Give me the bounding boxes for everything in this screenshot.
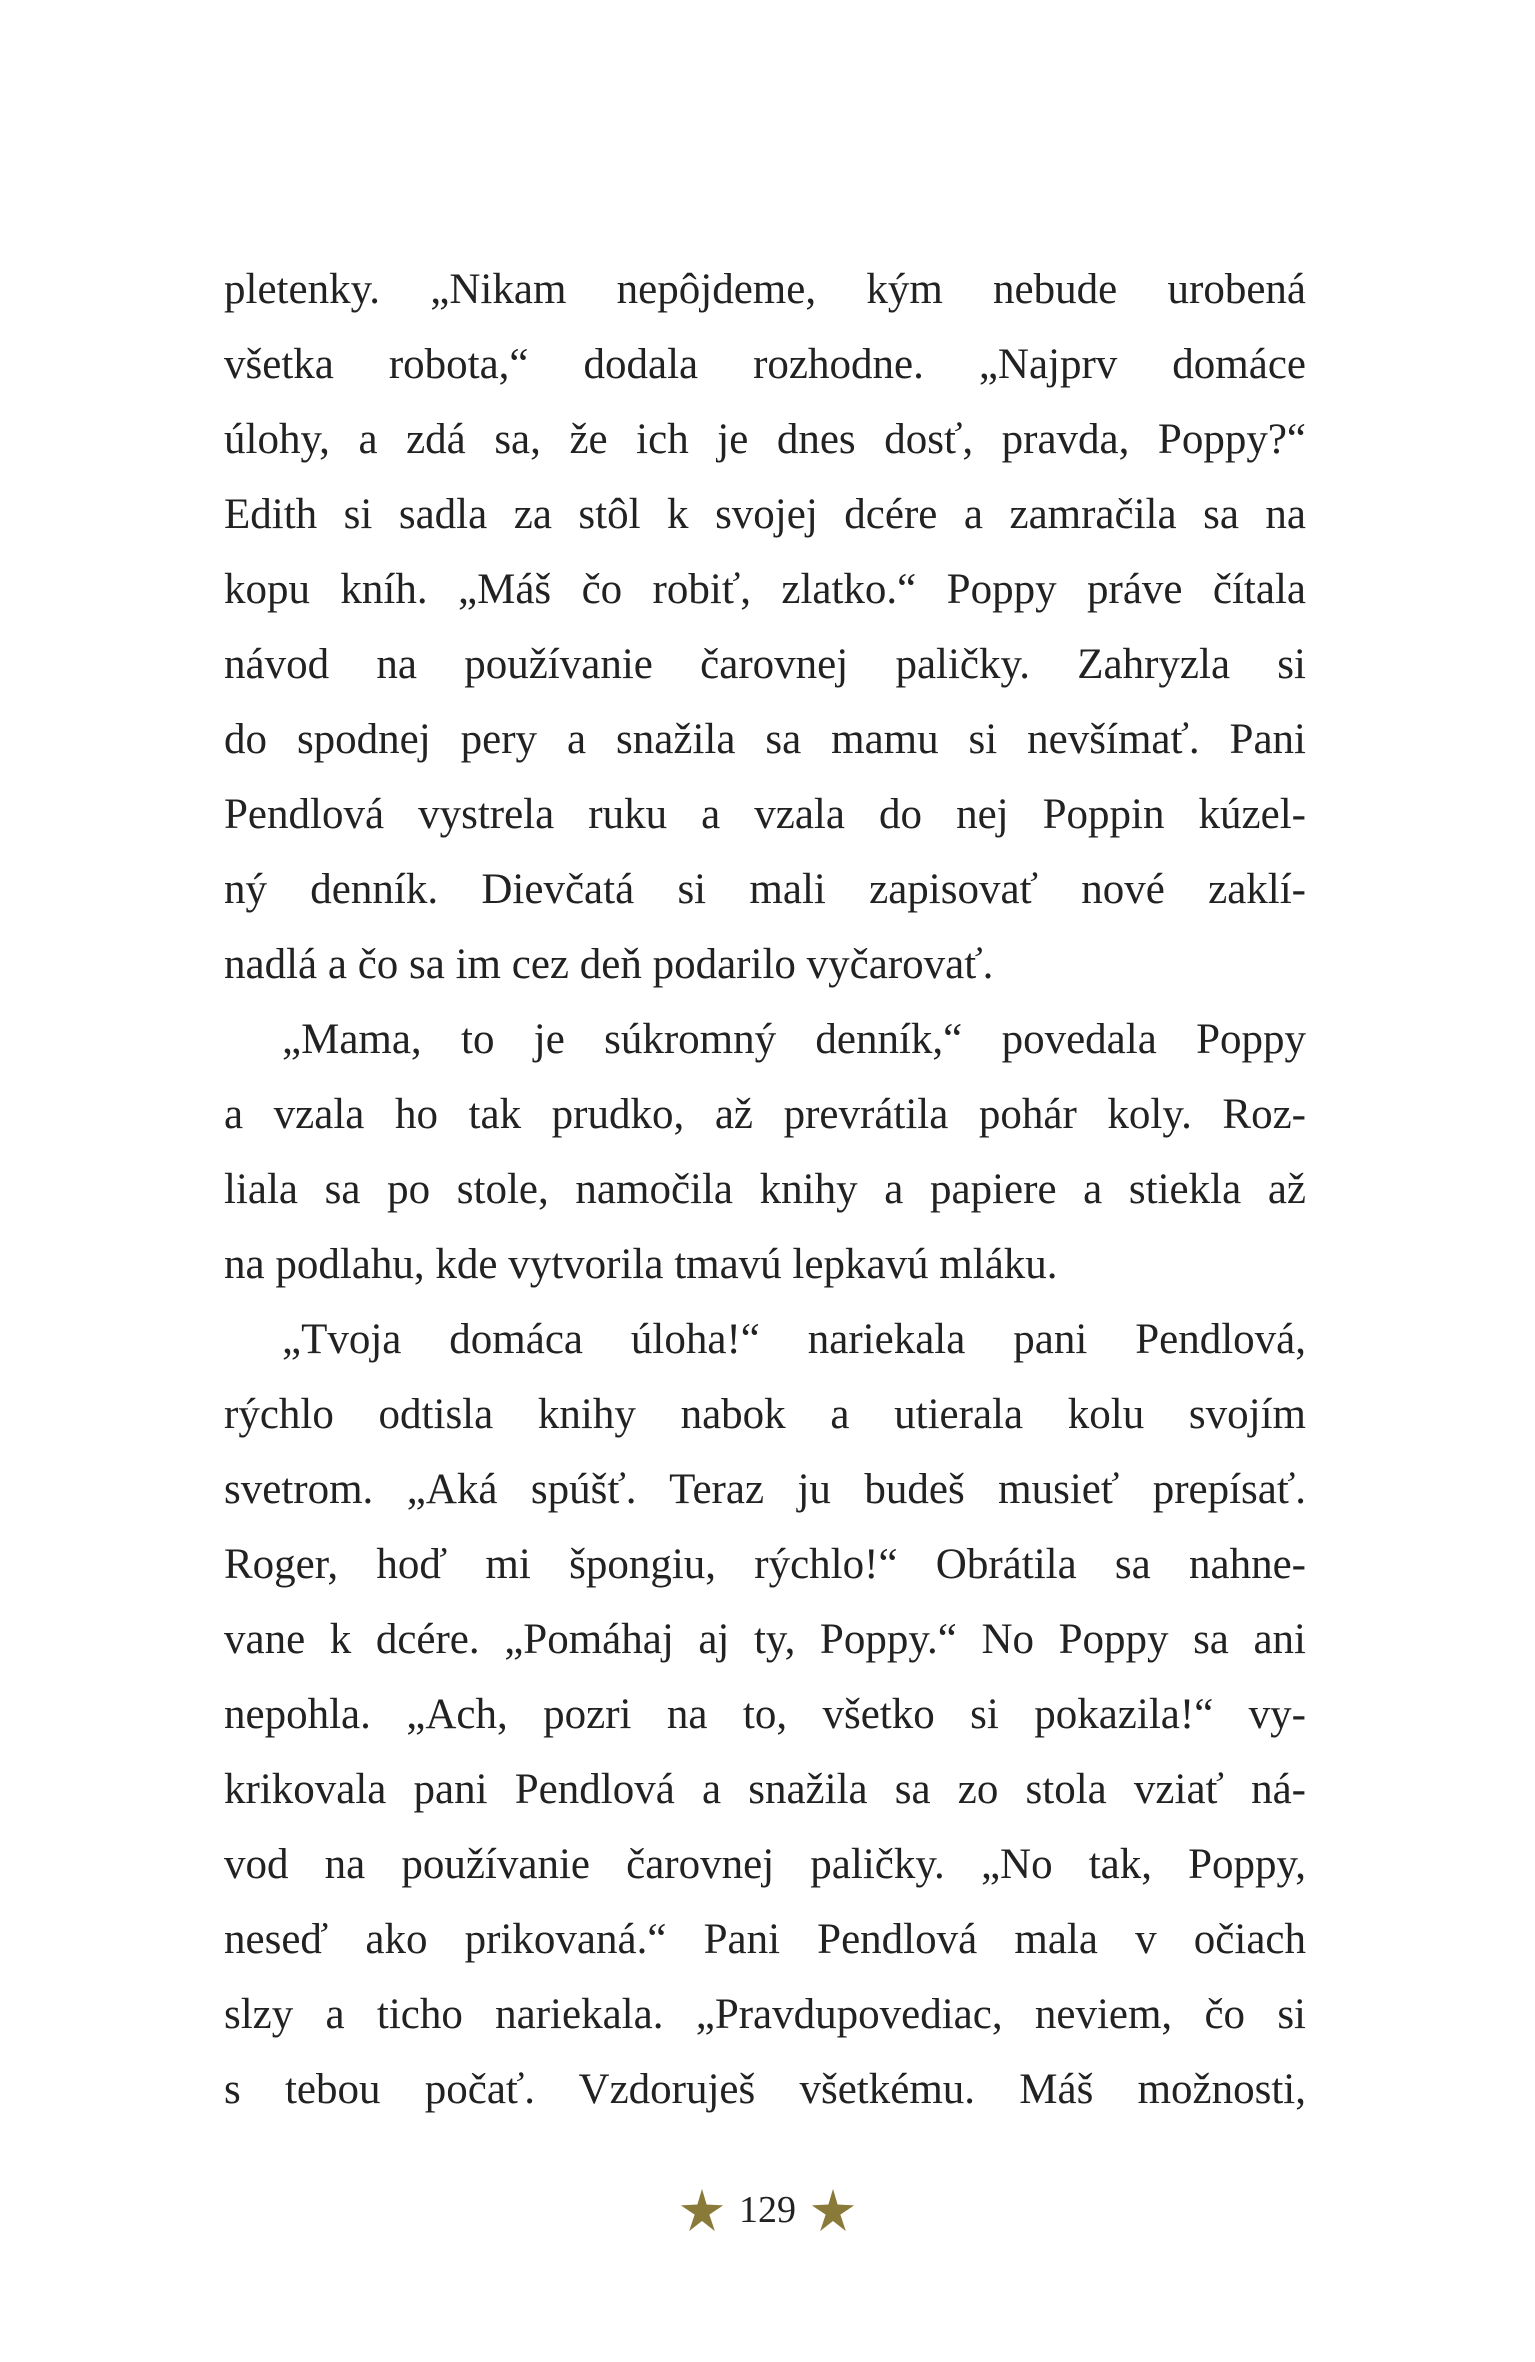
text-line: úlohy, a zdá sa, že ich je dnes dosť, pravda, Poppy?“: [224, 416, 1306, 463]
page-number: 129: [739, 2189, 796, 2231]
text-line: Edith si sadla za stôl k svojej dcére a zamračila sa na: [224, 491, 1306, 538]
text-line: slzy a ticho nariekala. „Pravdupovediac, neviem, čo si: [224, 1991, 1306, 2038]
text-line: neseď ako prikovaná.“ Pani Pendlová mala v očiach: [224, 1916, 1306, 1963]
paragraph: [224, 1002, 1306, 1302]
text-line: svetrom. „Aká spúšť. Teraz ju budeš musieť prepísať.: [224, 1466, 1306, 1513]
body-text: [224, 252, 1306, 2127]
text-line: nadlá a čo sa im cez deň podarilo vyčarovať.: [224, 941, 994, 988]
text-line: krikovala pani Pendlová a snažila sa zo stola vziať ná-: [224, 1766, 1306, 1813]
text-line: Pendlová vystrela ruku a vzala do nej Poppin kúzel-: [224, 791, 1306, 838]
text-line: rýchlo odtisla knihy nabok a utierala kolu svojím: [224, 1391, 1306, 1438]
text-line: pletenky. „Nikam nepôjdeme, kým nebude urobená: [224, 266, 1306, 313]
text-line: do spodnej pery a snažila sa mamu si nevšímať. Pani: [224, 716, 1306, 763]
paragraph: [224, 1302, 1306, 2127]
star-icon: [810, 2187, 856, 2233]
text-line: všetka robota,“ dodala rozhodne. „Najprv domáce: [224, 341, 1306, 388]
text-line: nepohla. „Ach, pozri na to, všetko si pokazila!“ vy-: [224, 1691, 1306, 1738]
text-line: na podlahu, kde vytvorila tmavú lepkavú mláku.: [224, 1241, 1058, 1288]
text-line: vod na používanie čarovnej paličky. „No tak, Poppy,: [224, 1841, 1306, 1888]
text-line: liala sa po stole, namočila knihy a papiere a stiekla až: [224, 1166, 1306, 1213]
paragraph: [224, 252, 1306, 1002]
star-icon: [679, 2187, 725, 2233]
page-footer: [0, 2180, 1535, 2240]
text-line: ný denník. Dievčatá si mali zapisovať nové zaklí-: [224, 866, 1306, 913]
text-line: „Mama, to je súkromný denník,“ povedala Poppy: [282, 1016, 1306, 1063]
text-line: Roger, hoď mi špongiu, rýchlo!“ Obrátila sa nahne-: [224, 1541, 1306, 1588]
text-line: kopu kníh. „Máš čo robiť, zlatko.“ Poppy práve čítala: [224, 566, 1306, 613]
text-line: s tebou počať. Vzdoruješ všetkému. Máš možnosti,: [224, 2066, 1306, 2113]
text-line: „Tvoja domáca úloha!“ nariekala pani Pendlová,: [282, 1316, 1306, 1363]
text-line: návod na používanie čarovnej paličky. Zahryzla si: [224, 641, 1306, 688]
text-line: vane k dcére. „Pomáhaj aj ty, Poppy.“ No Poppy sa ani: [224, 1616, 1306, 1663]
text-line: a vzala ho tak prudko, až prevrátila pohár koly. Roz-: [224, 1091, 1306, 1138]
